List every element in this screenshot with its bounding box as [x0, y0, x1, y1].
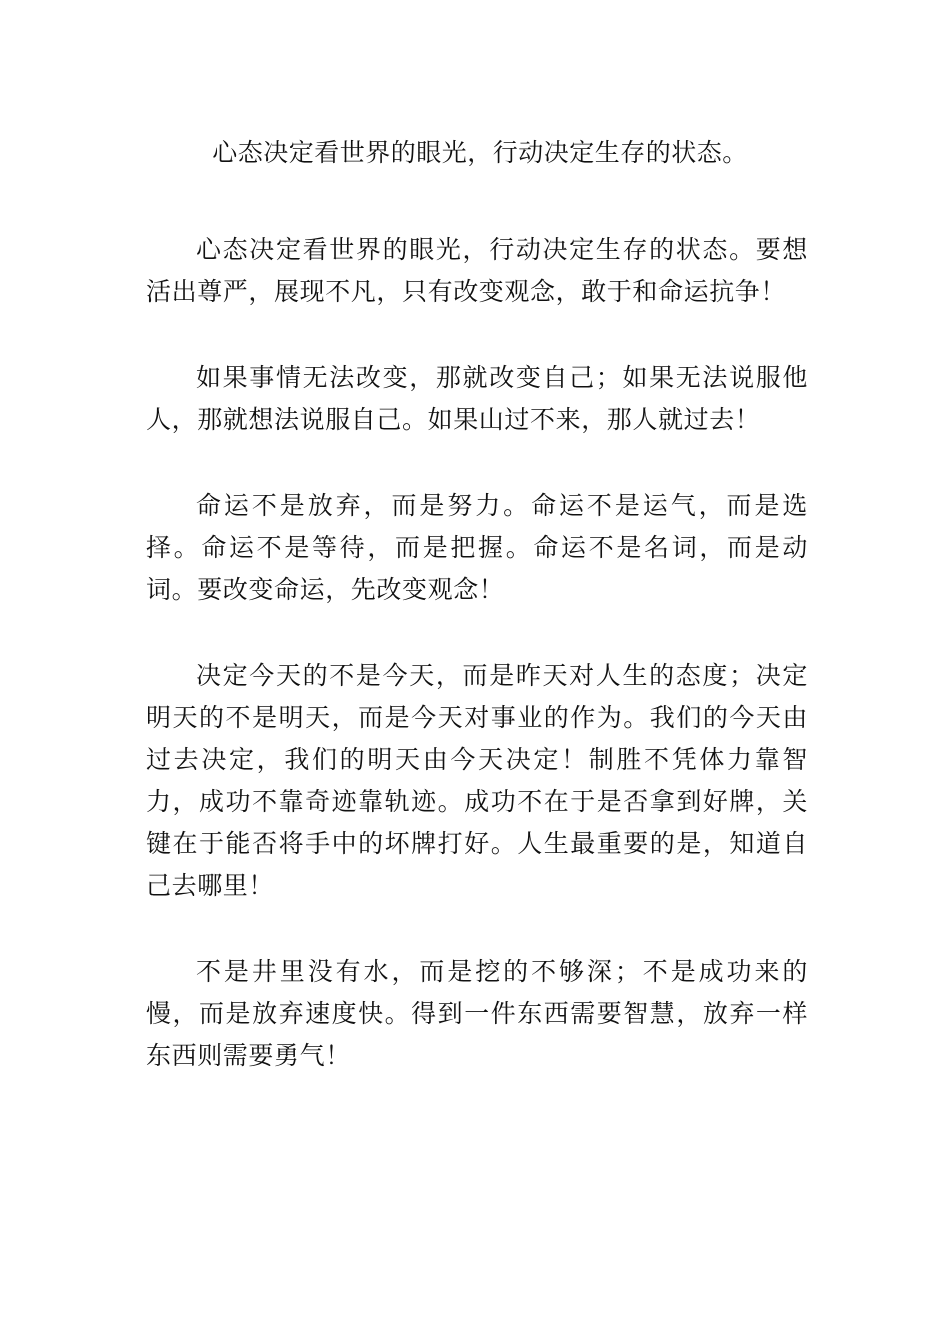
paragraph-5: 不是井里没有水，而是挖的不够深；不是成功来的慢，而是放弃速度快。得到一件东西需要智慧，放弃一样东西则需要勇气！	[146, 957, 808, 1070]
document-title: 心态决定看世界的眼光，行动决定生存的状态。	[212, 138, 748, 167]
paragraph-1: 心态决定看世界的眼光，行动决定生存的状态。要想活出尊严，展现不凡，只有改变观念，敢于和命运抗争！	[146, 235, 808, 306]
paragraph-2: 如果事情无法改变，那就改变自己；如果无法说服他人，那就想法说服自己。如果山过不来，那人就过去！	[146, 363, 808, 434]
document-body	[146, 229, 808, 1121]
paragraph-4: 决定今天的不是今天，而是昨天对人生的态度；决定明天的不是明天，而是今天对事业的作为。我们的今天由过去决定，我们的明天由今天决定！制胜不凭体力靠智力，成功不靠奇迹靠轨迹。成功不在于是否拿到好牌，关键在于能否将手中的坏牌打好。人生最重要的是，知道自己去哪里！	[146, 661, 808, 900]
paragraph-3: 命运不是放弃，而是努力。命运不是运气，而是选择。命运不是等待，而是把握。命运不是名词，而是动词。要改变命运，先改变观念！	[146, 491, 808, 604]
